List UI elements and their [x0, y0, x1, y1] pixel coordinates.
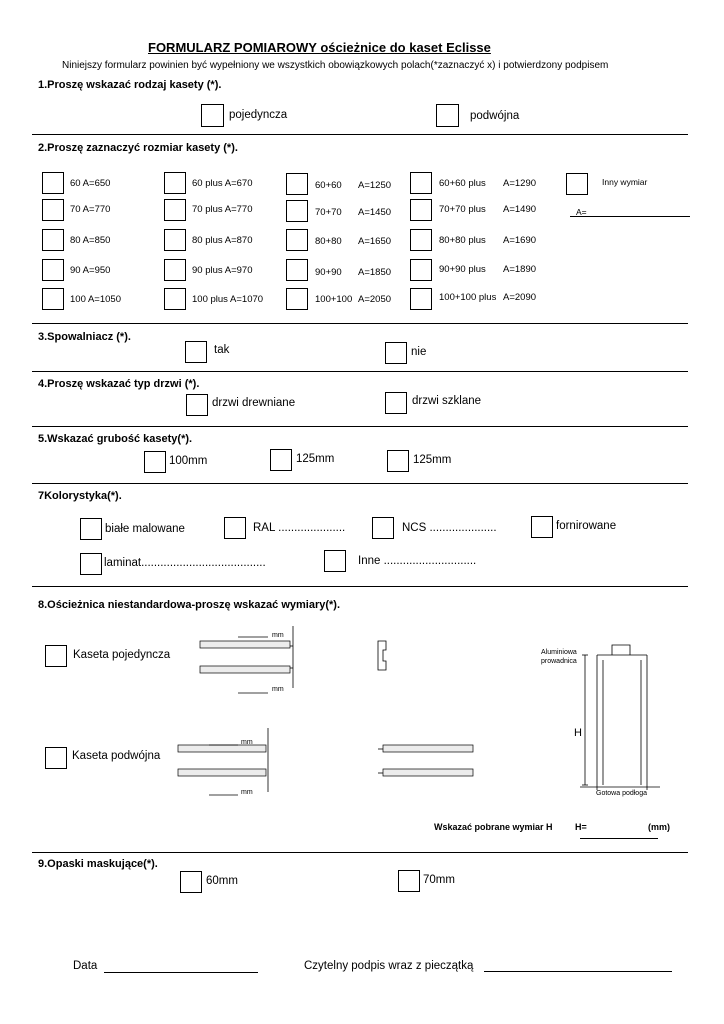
- date-input-line[interactable]: [104, 972, 258, 973]
- size-label: 70 plus A=770: [192, 204, 253, 215]
- size-value: A=1690: [503, 235, 537, 246]
- size-value: A=2090: [503, 292, 537, 303]
- size-label: 60+60: [315, 180, 342, 191]
- frame-profile-shape: [200, 641, 290, 648]
- size-value: A=1290: [503, 178, 537, 189]
- size-label: 80+80 plus: [439, 235, 486, 246]
- size-label: 60 plus A=670: [192, 178, 253, 189]
- frame-profile-shape: [178, 769, 266, 776]
- section-2-heading: 2.Proszę zaznaczyć rozmiar kasety (*).: [38, 142, 238, 154]
- size-label: 100+100: [315, 294, 353, 305]
- dimension-mm-label: mm: [272, 632, 284, 639]
- size-label: 70 A=770: [70, 204, 111, 215]
- frame-profile-shape: [200, 666, 290, 673]
- section-8-heading: 8.Ościeżnica niestandardowa-proszę wskazać wymiary(*).: [38, 599, 341, 611]
- dimension-mm-label: mm: [272, 686, 284, 693]
- profile-label: prowadnica: [541, 658, 577, 665]
- frame-profile-shape: [383, 769, 473, 776]
- label-door-wood: drzwi drewniane: [212, 397, 296, 409]
- checkbox-band-60[interactable]: [180, 871, 202, 893]
- label-other-a: A=: [576, 207, 587, 217]
- profile-cross-section: [378, 641, 386, 670]
- frame-profile-shape: [178, 745, 266, 752]
- label-color-white: białe malowane: [105, 523, 185, 535]
- floor-label: Gotowa podłoga: [596, 790, 647, 797]
- profile-label: Aluminiowa: [541, 649, 577, 656]
- size-label: 70+70: [315, 207, 342, 218]
- size-value: A=1490: [503, 204, 537, 215]
- size-label: 80 plus A=870: [192, 235, 253, 246]
- label-custom-single: Kaseta pojedyncza: [73, 649, 171, 661]
- size-value: A=1250: [358, 180, 392, 191]
- form-instructions: Niniejszy formularz powinien być wypełniony we wszystkich obowiązkowych polach(*zaznaczyć x) i potwierdzony podpisem: [62, 60, 609, 71]
- frame-profile-shape: [383, 745, 473, 752]
- label-double-cassette: podwójna: [470, 110, 520, 122]
- label-closer-no: nie: [411, 346, 427, 358]
- section-5-heading: 5.Wskazać grubość kasety(*).: [38, 433, 193, 445]
- date-label: Data: [73, 960, 98, 972]
- label-band-60: 60mm: [206, 875, 238, 887]
- size-label: 100 plus A=1070: [192, 294, 264, 305]
- label-thickness-125-a: 125mm: [296, 453, 335, 465]
- size-value: A=1890: [503, 264, 537, 275]
- size-label: 90 A=950: [70, 265, 111, 276]
- section-9-heading: 9.Opaski maskujące(*).: [38, 858, 158, 870]
- label-color-ral: RAL .....................: [253, 522, 346, 534]
- label-other-size: Inny wymiar: [602, 177, 648, 187]
- frame-inner-line: [603, 660, 641, 785]
- size-value: A=1450: [358, 207, 392, 218]
- section-divider: [32, 852, 688, 853]
- measure-h-unit: (mm): [648, 822, 670, 832]
- size-label: 90+90 plus: [439, 264, 486, 275]
- aluminium-rail-shape: [612, 645, 630, 655]
- size-label: 100+100 plus: [439, 292, 497, 303]
- measure-h-input-line[interactable]: [580, 838, 658, 839]
- checkbox-band-70[interactable]: [398, 870, 420, 892]
- section-3-heading: 3.Spowalniacz (*).: [38, 331, 131, 343]
- section-4-heading: 4.Proszę wskazać typ drzwi (*).: [38, 378, 200, 390]
- signature-label: Czytelny podpis wraz z pieczątką: [304, 960, 474, 972]
- size-label: 60 A=650: [70, 178, 111, 189]
- height-label: H: [574, 727, 582, 739]
- signature-input-line[interactable]: [484, 971, 672, 972]
- size-label: 60+60 plus: [439, 178, 486, 189]
- size-label: 90 plus A=970: [192, 265, 253, 276]
- section-7-heading: 7Kolorystyka(*).: [38, 490, 122, 502]
- size-value: A=2050: [358, 294, 392, 305]
- page-title: FORMULARZ POMIAROWY ościeżnice do kaset Eclisse: [148, 40, 491, 55]
- label-color-veneer: fornirowane: [556, 520, 617, 532]
- frame-outline: [597, 655, 647, 790]
- label-color-laminate: laminat.......................................: [104, 557, 266, 569]
- size-label: 80 A=850: [70, 235, 111, 246]
- label-closer-yes: tak: [214, 344, 230, 356]
- dimension-mm-label: mm: [241, 739, 253, 746]
- size-value: A=1850: [358, 267, 392, 278]
- section-1-heading: 1.Proszę wskazać rodzaj kasety (*).: [38, 79, 222, 91]
- size-label: 100 A=1050: [70, 294, 121, 305]
- size-value: A=1650: [358, 236, 392, 247]
- size-label: 70+70 plus: [439, 204, 486, 215]
- label-custom-double: Kaseta podwójna: [72, 750, 161, 762]
- dimension-mm-label: mm: [241, 789, 253, 796]
- label-color-ncs: NCS .....................: [402, 522, 497, 534]
- size-label: 80+80: [315, 236, 342, 247]
- label-band-70: 70mm: [423, 874, 455, 886]
- label-single-cassette: pojedyncza: [229, 109, 288, 121]
- label-thickness-100: 100mm: [169, 455, 208, 467]
- label-color-other: Inne .............................: [358, 555, 477, 567]
- measure-h-label: Wskazać pobrane wymiar H: [434, 822, 553, 832]
- size-label: 90+90: [315, 267, 342, 278]
- measure-h-eq: H=: [575, 822, 587, 832]
- label-thickness-125-b: 125mm: [413, 454, 452, 466]
- label-door-glass: drzwi szklane: [412, 395, 482, 407]
